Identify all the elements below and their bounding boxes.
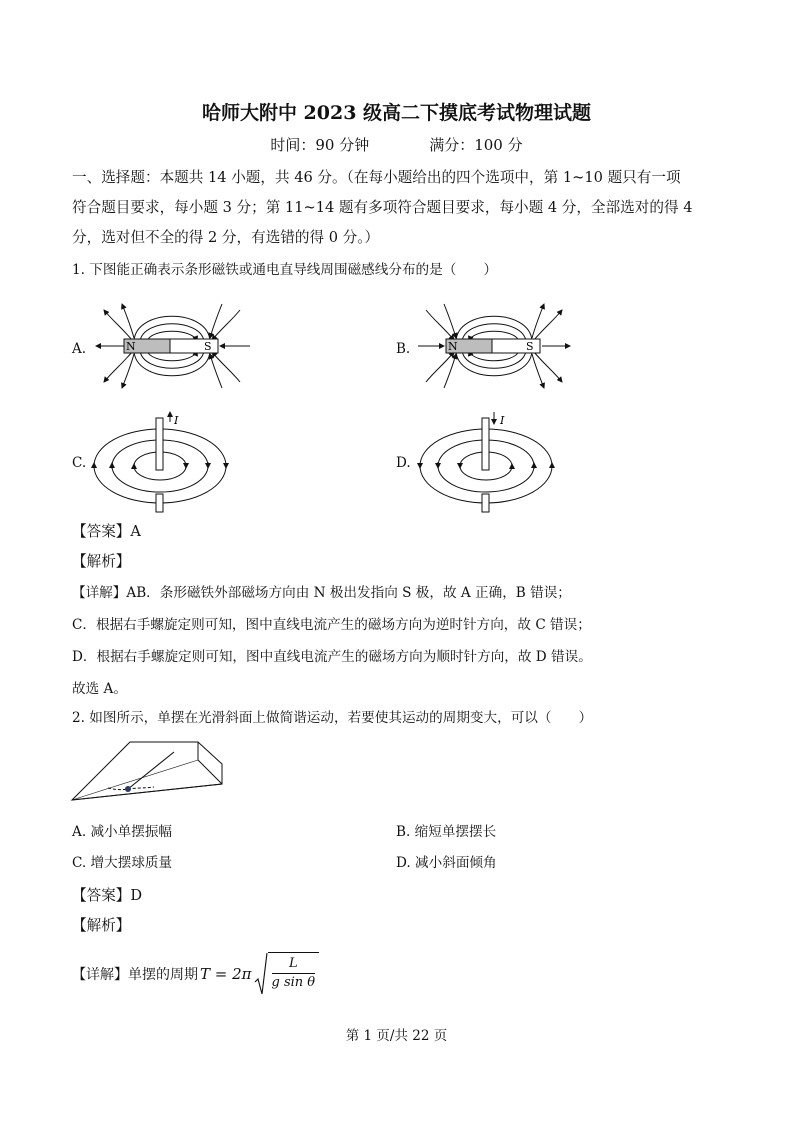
q2-formula-lhs: T = 2π: [200, 965, 252, 983]
q1-stem: 1. 下图能正确表示条形磁铁或通电直导线周围磁感线分布的是（ ）: [72, 262, 498, 278]
section-instructions-line-1: 一、选择题：本题共 14 小题，共 46 分。（在每小题给出的四个选项中，第 1~10 题只有一项: [72, 169, 681, 186]
q2-answer: 【答案】D: [72, 887, 143, 904]
q2-formula-root: [254, 952, 320, 996]
q1-figure-c: [90, 410, 250, 518]
q1-answer: 【答案】A: [72, 523, 141, 540]
sqrt-sign-icon: [254, 952, 268, 996]
q2-detail-prefix: 【详解】单摆的周期: [72, 967, 198, 983]
q1-detail-line-1: 【详解】AB．条形磁铁外部磁场方向由 N 极出发指向 S 极，故 A 正确，B 错误；: [72, 585, 571, 601]
q2-option-d: D. 减小斜面倾角: [396, 855, 497, 871]
q1-option-a-label: A.: [72, 341, 87, 357]
q1-detail-line-2: C．根据右手螺旋定则可知，图中直线电流产生的磁场方向为逆时针方向，故 C 错误；: [72, 617, 591, 633]
exam-score: 满分：100 分: [429, 136, 523, 154]
q2-option-b: B. 缩短单摆摆长: [396, 824, 497, 840]
q1-option-b-label: B.: [396, 341, 411, 357]
section-instructions-line-2: 符合题目要求，每小题 3 分；第 11~14 题有多项符合题目要求，每小题 4 分，全部选对的得 4: [72, 199, 693, 216]
q1-analysis-label: 【解析】: [72, 553, 131, 570]
exam-title: 哈师大附中 2023 级高二下摸底考试物理试题: [201, 102, 592, 124]
q2-formula-fraction: [268, 952, 320, 996]
page-footer: 第 1 页/共 22 页: [345, 1028, 448, 1044]
q1-d-current-label: I: [500, 414, 505, 427]
q1-detail-line-4: 故选 A。: [72, 681, 127, 697]
q1-figure-b: [414, 300, 574, 392]
q1-c-current-label: I: [174, 414, 179, 427]
q2-detail: [72, 952, 319, 996]
q1-a-magnet-n: N: [126, 340, 136, 353]
q2-formula-numerator: L: [289, 956, 298, 971]
q1-figure-d: [416, 410, 576, 518]
q1-b-magnet-n: N: [448, 340, 458, 353]
q1-a-magnet-s: S: [204, 340, 212, 353]
section-instructions-line-3: 分，选对但不全的得 2 分，有选错的得 0 分。）: [72, 229, 380, 246]
q2-stem: 2. 如图所示，单摆在光滑斜面上做简谐运动，若要使其运动的周期变大，可以（ ）: [72, 710, 593, 726]
q1-detail-line-3: D．根据右手螺旋定则可知，图中直线电流产生的磁场方向为顺时针方向，故 D 错误。: [72, 649, 592, 665]
q1-b-magnet-s: S: [526, 340, 534, 353]
q2-analysis-label: 【解析】: [72, 917, 131, 934]
q1-figure-a: [92, 300, 252, 392]
exam-meta: [0, 134, 793, 155]
q2-incline-figure: [70, 740, 225, 806]
exam-time: 时间：90 分钟: [270, 136, 370, 154]
q1-option-d-label: D.: [396, 455, 411, 471]
q2-option-a: A. 减小单摆振幅: [72, 824, 173, 840]
q2-formula-denominator: g sin θ: [271, 975, 316, 990]
q1-option-c-label: C.: [72, 455, 87, 471]
q2-option-c: C. 增大摆球质量: [72, 855, 173, 871]
